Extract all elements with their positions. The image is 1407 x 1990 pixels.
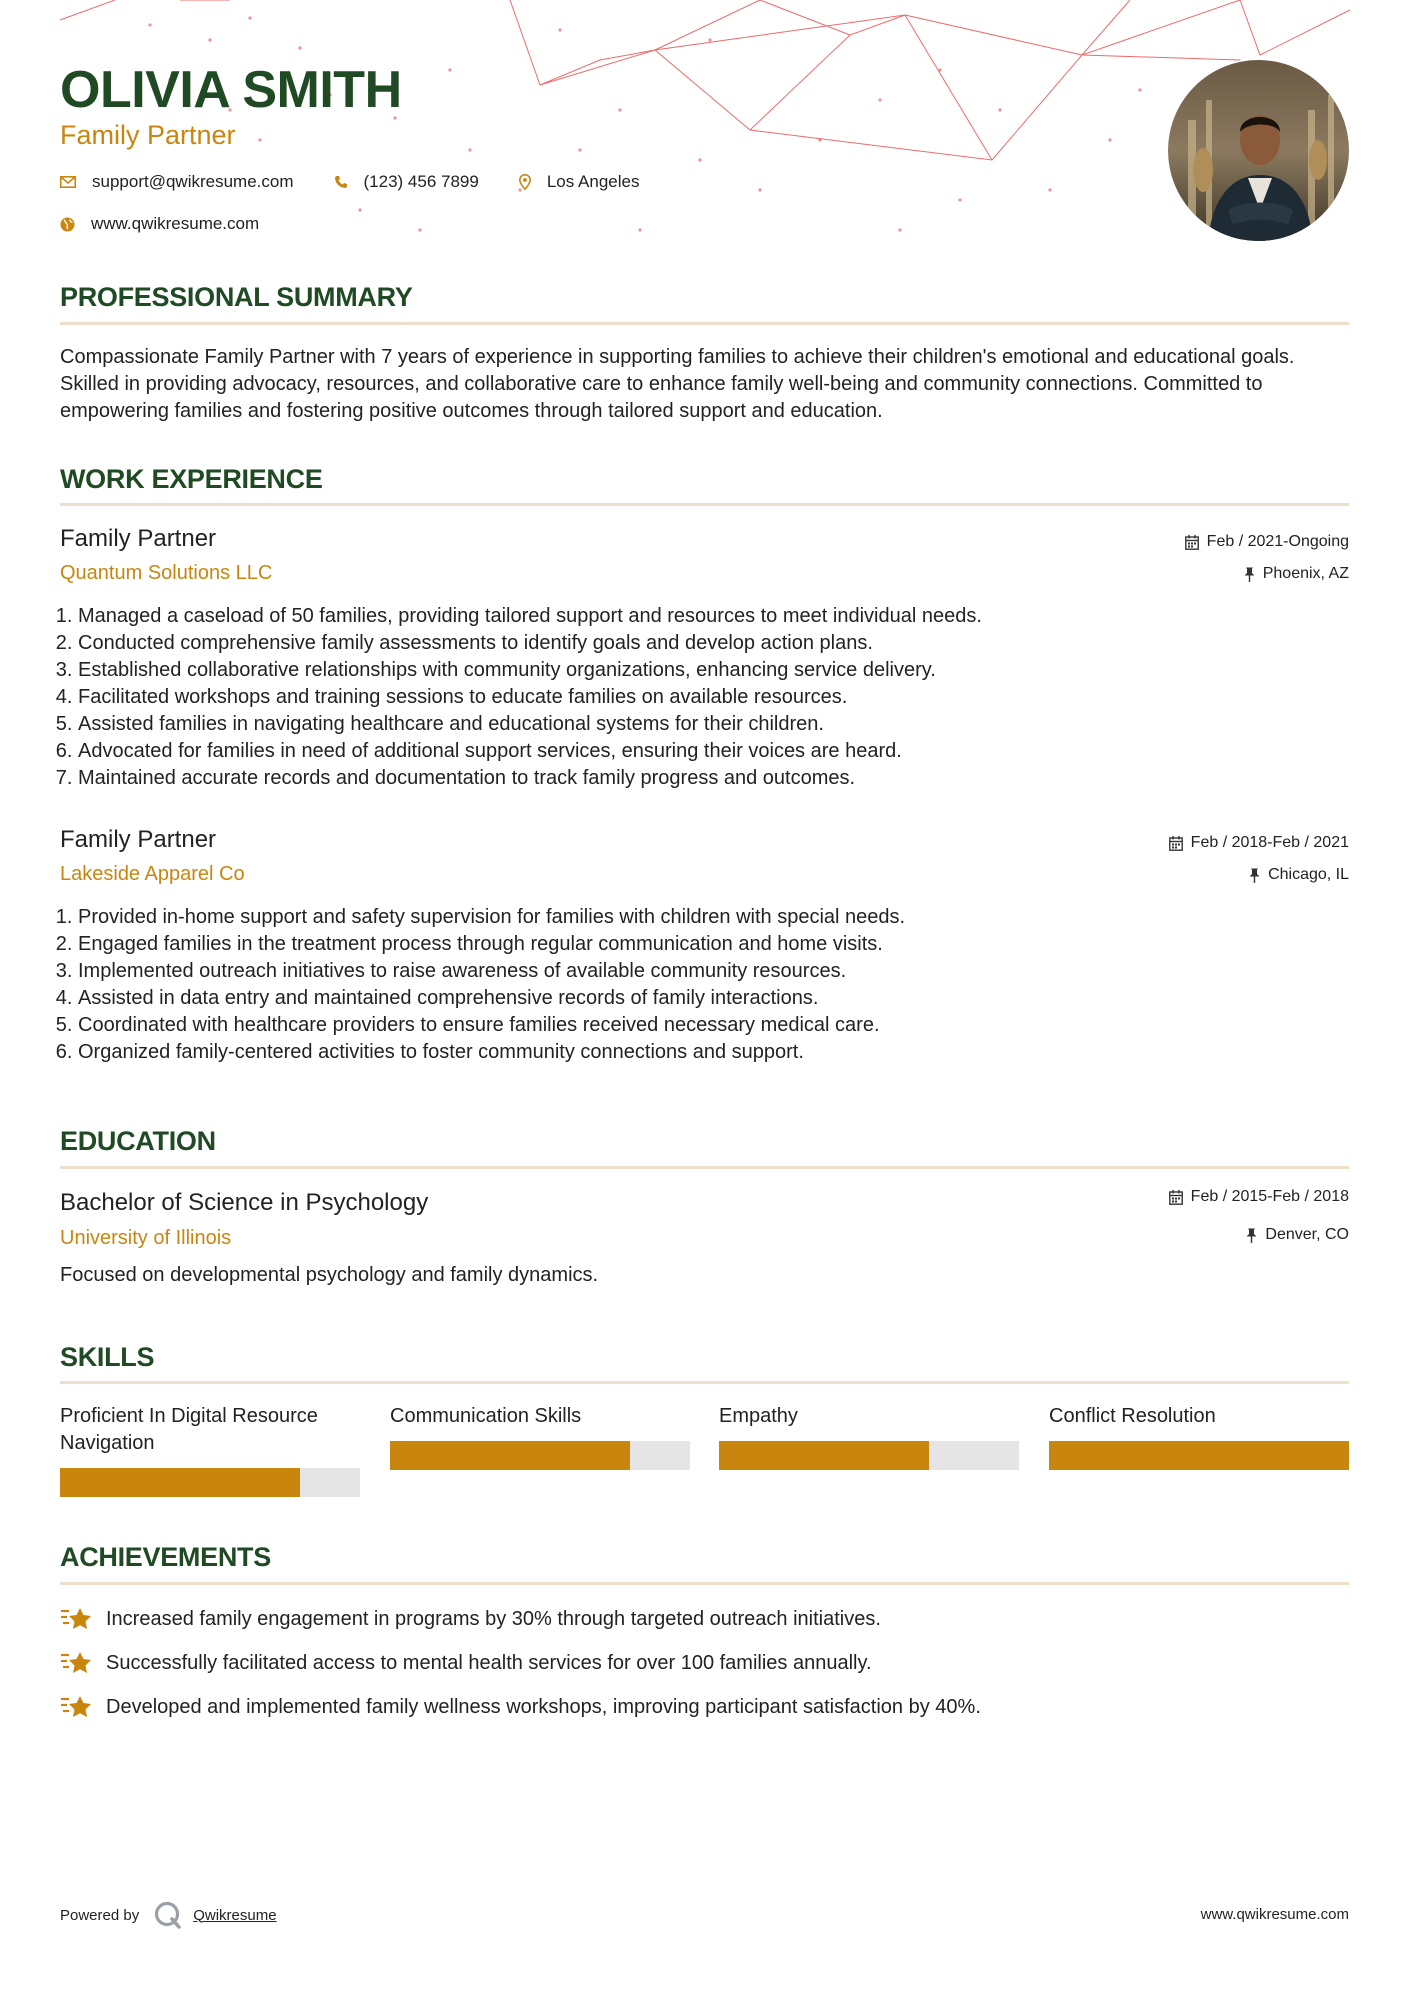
pushpin-icon [1249,868,1260,883]
summary-text: Compassionate Family Partner with 7 years of experience in supporting families to achieve their children's emotional and educational goals. Skilled in providing advocacy, resources, and collaborative care to enhance family well-being and community connections. Committed to empowering families and fostering positive outcomes through tailored support and education. [60,346,1295,422]
footer-website[interactable]: www.qwikresume.com [1200,1906,1349,1923]
star-award-icon [60,1693,94,1721]
achievement-item [60,1605,881,1633]
list-item: 2. Conducted comprehensive family assessments to identify goals and develop action plans. [78,630,982,657]
education-divider [60,1166,1349,1169]
skill-name: Empathy [719,1405,798,1427]
job-1-dates-text: Feb / 2021-Ongoing [1206,533,1349,550]
education-dates [1169,1188,1349,1206]
list-item: 3. Implemented outreach initiatives to raise awareness of available community resources. [78,958,905,985]
envelope-icon [60,176,76,188]
skill-bar-fill [1049,1441,1349,1470]
skill-item [60,1403,360,1498]
profile-photo [1168,60,1349,241]
achievement-text: Successfully facilitated access to mental health services for over 100 families annually. [106,1651,872,1674]
list-item: 6. Organized family-centered activities to foster community connections and support. [78,1039,905,1066]
skill-bar-fill [719,1441,929,1470]
achievements-divider [60,1582,1349,1585]
map-pin-icon [519,174,531,190]
skills-divider [60,1381,1349,1384]
education-degree: Bachelor of Science in Psychology [60,1189,429,1216]
achievement-item [60,1649,872,1677]
globe-icon [60,217,75,232]
experience-divider [60,503,1349,506]
job-2-location-text: Chicago, IL [1268,866,1349,883]
education-location-text: Denver, CO [1265,1226,1349,1243]
job-2-dates [1169,834,1349,852]
summary-divider [60,322,1349,325]
job-1-duties [52,603,982,792]
contact-row-primary [60,172,679,192]
list-item: 6. Advocated for families in need of additional support services, ensuring their voices are heard. [78,738,982,765]
experience-heading: WORK EXPERIENCE [60,464,323,494]
skill-bar-fill [60,1468,300,1497]
pushpin-icon [1246,1228,1257,1243]
phone-text: (123) 456 7899 [363,172,479,191]
candidate-role: Family Partner [60,120,236,150]
list-item: 4. Facilitated workshops and training sessions to educate families on available resources. [78,684,982,711]
job-2-company: Lakeside Apparel Co [60,863,245,885]
education-heading: EDUCATION [60,1126,216,1156]
education-dates-text: Feb / 2015-Feb / 2018 [1190,1188,1349,1205]
job-2-title: Family Partner [60,826,217,853]
skill-item [390,1403,690,1473]
job-2-duties [52,904,905,1066]
powered-by-label: Powered by [60,1906,140,1924]
calendar-icon [1185,535,1199,550]
job-2-location [1249,866,1349,884]
skill-name: Communication Skills [390,1405,582,1427]
job-1-dates [1185,533,1349,551]
contact-phone[interactable] [334,172,479,192]
list-item: 3. Established collaborative relationships with community organizations, enhancing service delivery. [78,657,982,684]
skills-heading: SKILLS [60,1342,155,1372]
website-text: www.qwikresume.com [91,214,260,233]
skill-bar-track [1049,1441,1349,1470]
list-item: 5. Coordinated with healthcare providers to ensure families received necessary medical care. [78,1012,905,1039]
skill-item [1049,1403,1349,1473]
list-item: 4. Assisted in data entry and maintained comprehensive records of family interactions. [78,985,905,1012]
list-item: 5. Assisted families in navigating healthcare and educational systems for their children. [78,711,982,738]
job-2-dates-text: Feb / 2018-Feb / 2021 [1190,834,1349,851]
job-1-location [1244,565,1349,583]
candidate-name: OLIVIA SMITH [60,61,402,119]
list-item: 7. Maintained accurate records and documentation to track family progress and outcomes. [78,765,982,792]
contact-location [519,172,640,192]
calendar-icon [1169,836,1183,851]
skill-item [719,1403,1019,1473]
pushpin-icon [1244,567,1255,582]
achievements-heading: ACHIEVEMENTS [60,1542,271,1572]
skill-bar-track [390,1441,690,1470]
qwikresume-logo-icon [153,1900,183,1930]
summary-heading: PROFESSIONAL SUMMARY [60,282,413,312]
contact-website[interactable] [60,214,259,234]
job-1-company: Quantum Solutions LLC [60,562,273,584]
contact-row-secondary [60,214,299,234]
list-item: 1. Managed a caseload of 50 families, providing tailored support and resources to meet individual needs. [78,603,982,630]
skill-name: Proficient In Digital Resource Navigation [60,1405,318,1454]
achievement-text: Developed and implemented family wellness workshops, improving participant satisfaction by 40%. [106,1695,981,1718]
email-text: support@qwikresume.com [92,172,294,191]
skill-bar-fill [390,1441,630,1470]
contact-email[interactable] [60,172,294,192]
phone-icon [334,175,348,189]
footer-powered-by [60,1900,277,1930]
qwikresume-link[interactable]: Qwikresume [193,1906,277,1924]
achievement-item [60,1693,981,1721]
skill-bar-track [60,1468,360,1497]
list-item: 2. Engaged families in the treatment process through regular communication and home visits. [78,931,905,958]
job-1-location-text: Phoenix, AZ [1262,565,1349,582]
star-award-icon [60,1649,94,1677]
education-school: University of Illinois [60,1227,232,1249]
job-1-title: Family Partner [60,525,217,552]
education-location [1246,1226,1349,1244]
achievement-text: Increased family engagement in programs by 30% through targeted outreach initiatives. [106,1607,881,1630]
education-description: Focused on developmental psychology and family dynamics. [60,1264,599,1286]
skill-name: Conflict Resolution [1049,1405,1216,1427]
skill-bar-track [719,1441,1019,1470]
calendar-icon [1169,1190,1183,1205]
list-item: 1. Provided in-home support and safety supervision for families with children with special needs. [78,904,905,931]
star-award-icon [60,1605,94,1633]
location-text: Los Angeles [546,172,640,191]
